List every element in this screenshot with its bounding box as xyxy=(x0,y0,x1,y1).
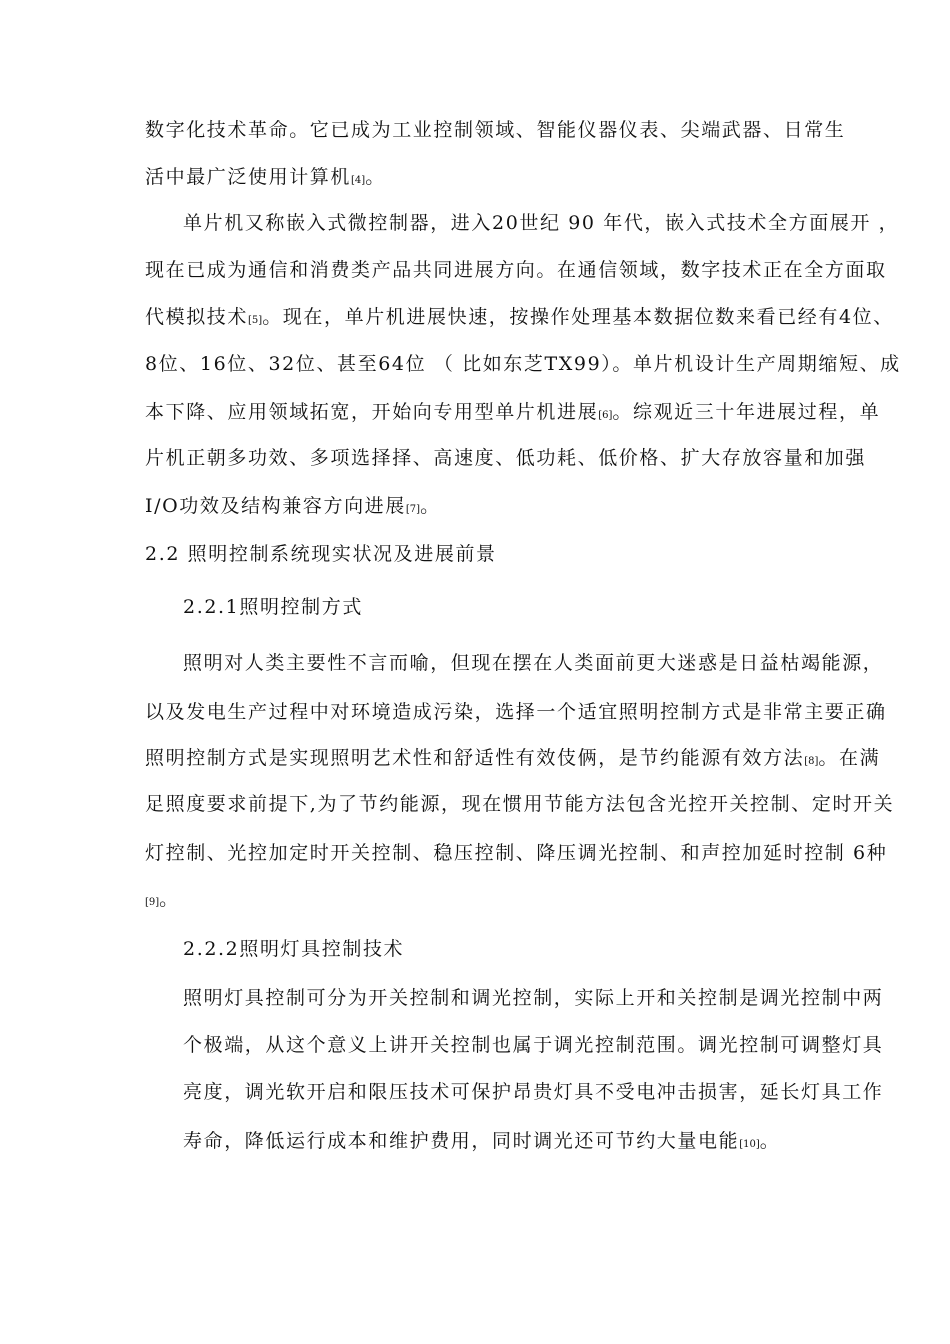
citation: [7] xyxy=(405,504,421,515)
paragraph-line: 个极端，从这个意义上讲开关控制也属于调光控制范围。调光控制可调整灯具 xyxy=(183,1034,884,1056)
subsection-heading: 2.2.1照明控制方式 xyxy=(183,596,363,618)
paragraph-line: 以及发电生产过程中对环境造成污染，选择一个适宜照明控制方式是非常主要正确 xyxy=(145,701,887,723)
text-run: 活中最广泛使用计算机 xyxy=(145,166,352,188)
text-run: 。 xyxy=(759,1130,781,1152)
paragraph-line: 照明对人类主要性不言而喻，但现在摆在人类面前更大迷惑是日益枯竭能源， xyxy=(183,652,884,674)
citation: [6] xyxy=(598,410,613,421)
paragraph-line: 照明灯具控制可分为开关控制和调光控制，实际上开和关控制是调光控制中两 xyxy=(183,987,884,1009)
subsection-heading: 2.2.2照明灯具控制技术 xyxy=(183,938,405,960)
paragraph-line: 现在已成为通信和消费类产品共同进展方向。在通信领域，数字技术正在全方面取 xyxy=(145,259,887,281)
paragraph-line: 足照度要求前提下,为了节约能源，现在惯用节能方法包含光控开关控制、定时开关 xyxy=(145,793,895,815)
text-run: 照明控制方式是实现照明艺术性和舒适性有效伎俩，是节约能源有效方法 xyxy=(145,747,805,769)
text-run: 。在满 xyxy=(818,747,881,769)
citation: [5] xyxy=(248,315,263,326)
paragraph-line xyxy=(145,887,180,915)
paragraph-line xyxy=(145,746,880,774)
paragraph-line: 片机正朝多功效、多项选择择、高速度、低功耗、低价格、扩大存放容量和加强 xyxy=(145,447,867,469)
paragraph-line xyxy=(145,305,894,333)
section-heading: 2.2 照明控制系统现实状况及进展前景 xyxy=(145,543,497,565)
paragraph-line xyxy=(183,1129,780,1157)
text-run: 。 xyxy=(420,495,441,517)
text-run: 寿命，降低运行成本和维护费用，同时调光还可节约大量电能 xyxy=(183,1130,740,1152)
text-run: I/O功效及结构兼容方向进展 xyxy=(145,495,406,517)
citation: [10] xyxy=(739,1139,760,1150)
text-run: 。综观近三十年进展过程，单 xyxy=(612,401,881,423)
paragraph-line: 单片机又称嵌入式微控制器，进入20世纪 90 年代，嵌入式技术全方面展开 ， xyxy=(183,212,900,234)
citation: [8] xyxy=(804,756,819,767)
text-run: 。现在，单片机进展快速，按操作处理基本数据位数来看已经有4位、 xyxy=(262,306,894,328)
citation: [9] xyxy=(145,897,160,908)
text-run: 。 xyxy=(159,888,180,910)
citation: [4] xyxy=(351,175,366,186)
paragraph-line: 亮度，调光软开启和限压技术可保护昂贵灯具不受电冲击损害，延长灯具工作 xyxy=(183,1081,884,1103)
paragraph-line xyxy=(145,165,386,193)
paragraph-line: 灯控制、光控加定时开关控制、稳压控制、降压调光控制、和声控加延时控制 6种 xyxy=(145,842,888,864)
text-run: 本下降、应用领域拓宽，开始向专用型单片机进展 xyxy=(145,401,599,423)
paragraph-line: 8位、16位、32位、甚至64位 （ 比如东芝TX99）。单片机设计生产周期缩短、成 xyxy=(145,353,901,375)
paragraph-line: 数字化技术革命。它已成为工业控制领域、智能仪器仪表、尖端武器、日常生 xyxy=(145,119,846,141)
paragraph-line xyxy=(145,494,441,522)
paragraph-line xyxy=(145,400,880,428)
text-run: 。 xyxy=(365,166,386,188)
text-run: 代模拟技术 xyxy=(145,306,249,328)
